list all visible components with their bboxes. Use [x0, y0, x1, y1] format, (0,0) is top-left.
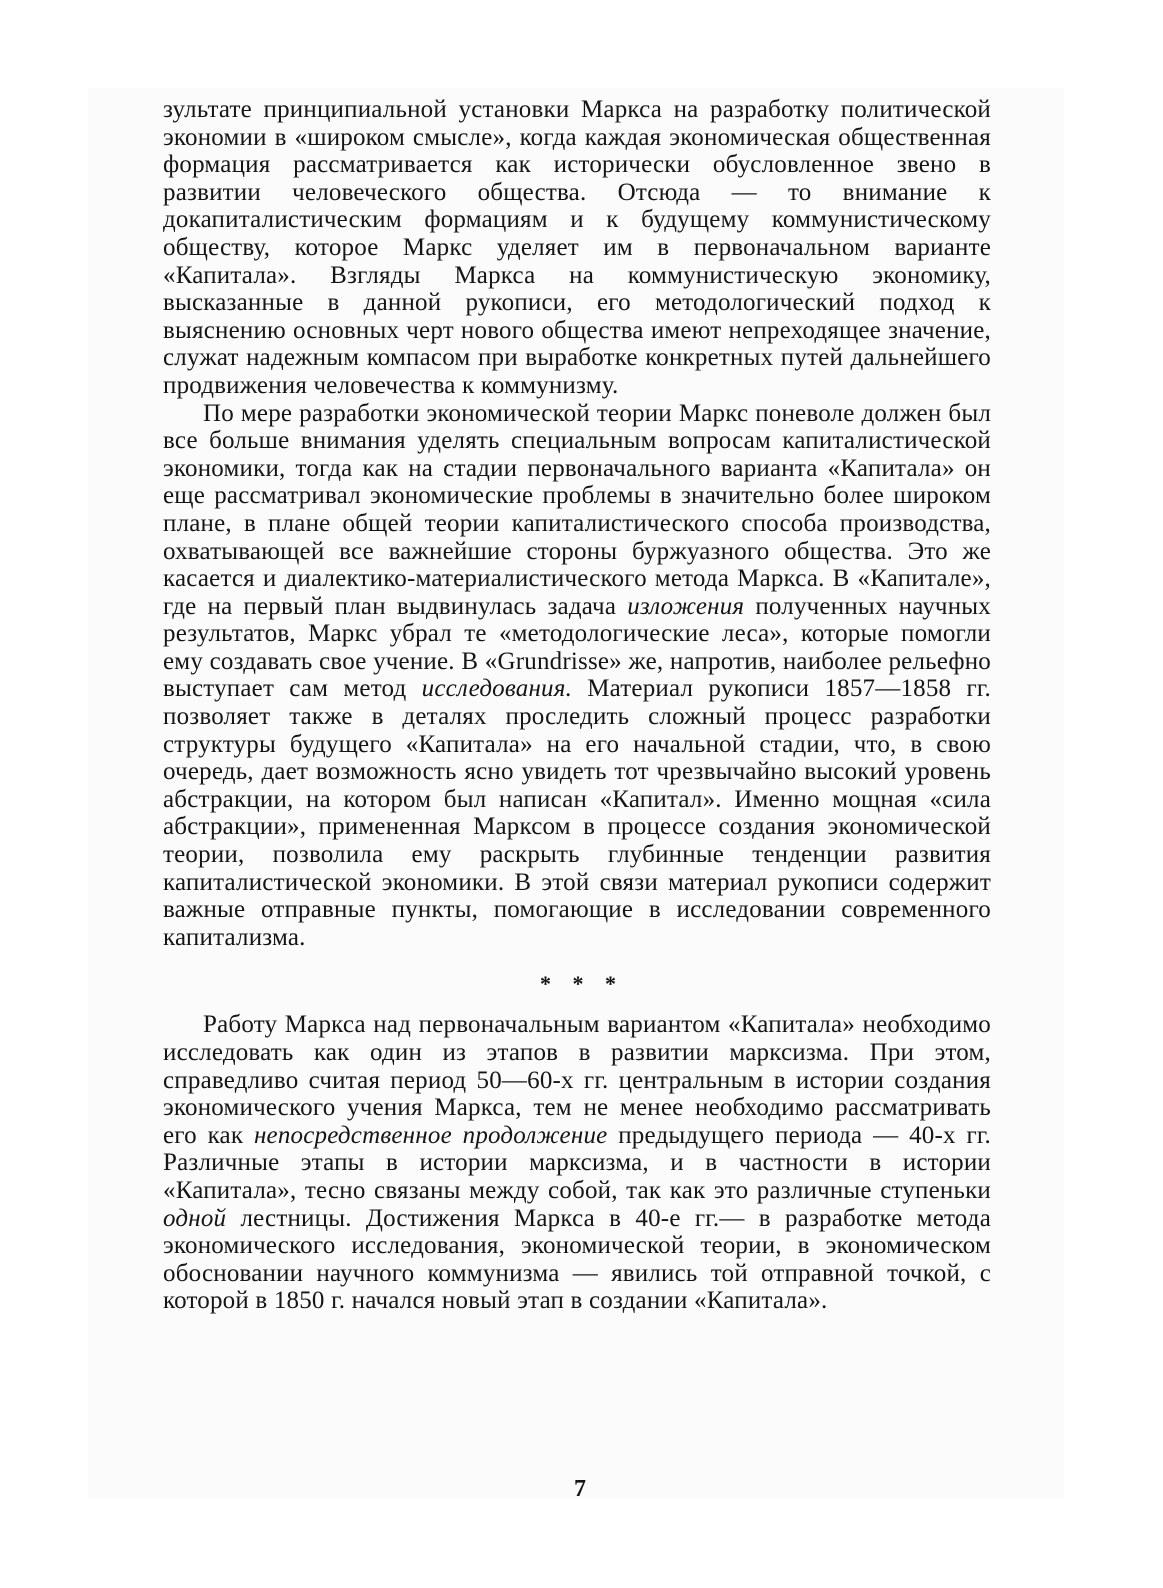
text-body: [163, 96, 991, 1315]
paragraph-text: предыдущего периода — 40-х гг. Различные этапы в истории марксизма, и в частности в истории «Капитала», тесно связаны между собой, так как это различные ступеньки: [163, 1121, 991, 1204]
paragraph-text: Работу Маркса над первоначальным вариантом «Капитала» необходимо исследовать как один из этапов в развитии марксизма. При этом, справедливо считая период 50—60-х гг. центральным в истории создания экономического учения Маркса, тем не менее необходимо рассматривать его как: [163, 1011, 991, 1149]
paragraph-continuation: зультате принципиальной установки Маркса на разработку политической экономии в «широком смысле», когда каждая экономическая общественная формация рассматривается как исторически обусловленное звено в развитии человеческого общества. Отсюда — то внимание к докапиталистическим формациям и к будущему коммунистическому обществу, которое Маркс уделяет им в первоначальном варианте «Капитала». Взгляды Маркса на коммунистическую экономику, высказанные в данной рукописи, его методологический подход к выяснению основных черт нового общества имеют непреходящее значение, служат надежным компасом при выработке конкретных путей дальнейшего продвижения человечества к коммунизму.: [163, 96, 991, 399]
page-number: 7: [574, 1476, 586, 1502]
paragraph-history: [163, 1011, 991, 1315]
emphasis-text: одной: [163, 1204, 227, 1232]
emphasis-text: непосредственное продолжение: [253, 1121, 608, 1149]
section-separator: * * *: [540, 971, 624, 997]
paragraph-text: По мере разработки экономической теории Маркс поневоле должен был все больше внимания уделять специальным вопросам капиталистической экономики, тогда как на стадии первоначального варианта «Капитала» он еще рассматривал экономические проблемы в значительно более широком плане, в плане общей теории капиталистического способа производства, охватывающей все важнейшие стороны буржуазного общества. Это же касается и диалектико-материалистического метода Маркса. В «Капитале», где на первый план выдвинулась задача: [163, 399, 991, 620]
emphasis-text: изложения: [627, 592, 745, 620]
paragraph-text: полученных научных результатов, Маркс убрал те «методологические леса», которые помогли ему создавать свое учение. В «Grundrisse» же, напротив, наиболее рельефно выступает сам метод: [163, 592, 991, 703]
paragraph-text: Материал рукописи 1857—1858 гг. позволяет также в деталях проследить сложный процесс разработки структуры будущего «Капитала» на его начальной стадии, что, в свою очередь, дает возможность ясно увидеть тот чрезвычайно высокий уровень абстракции, на котором был написан «Капитал». Именно мощная «сила абстракции», примененная Марксом в процессе создания экономической теории, позволила ему раскрыть глубинные тенденции развития капиталистической экономики. В этой связи материал рукописи содержит важные отправные пункты, помогающие в исследовании современного капитализма.: [163, 675, 991, 951]
paragraph-text: лестницы. Достижения Маркса в 40-е гг.— в разработке метода экономического исследования, экономической теории, в экономическом обосновании научного коммунизма — явились той отправной точкой, с которой в 1850 г. начался новый этап в создании «Капитала».: [163, 1204, 991, 1315]
emphasis-text: исследования.: [421, 675, 573, 703]
paragraph-method: [163, 400, 991, 952]
